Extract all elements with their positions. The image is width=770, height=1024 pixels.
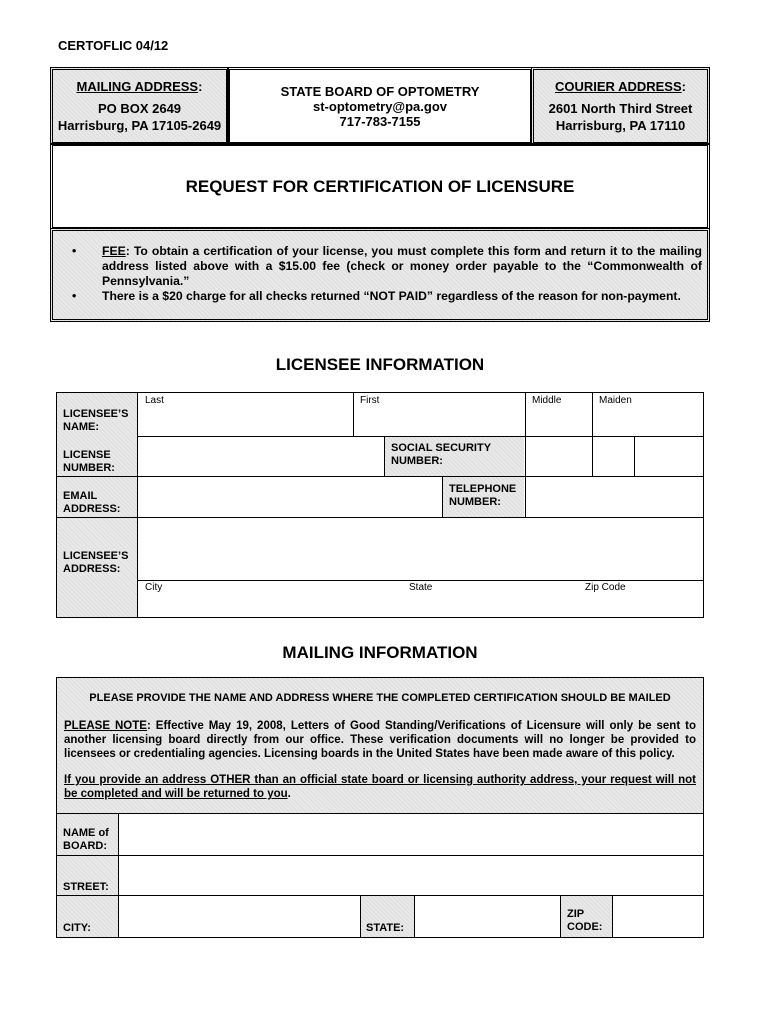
state-label: STATE:: [366, 922, 405, 934]
ssn-field-part2[interactable]: [593, 437, 633, 475]
courier-address: COURIER ADDRESS: 2601 North Third Street Harrisburg, PA 17110: [534, 78, 707, 134]
maiden-name-field[interactable]: [593, 406, 703, 435]
board-name-field[interactable]: [119, 814, 703, 854]
col-last-label: Last: [145, 395, 164, 406]
street-label: STREET:: [63, 881, 109, 893]
city-label: CITY:: [63, 922, 91, 934]
courier-address-line2: Harrisburg, PA 17110: [555, 118, 686, 133]
email-field[interactable]: [138, 477, 441, 516]
mailing-heading: MAILING INFORMATION: [282, 643, 478, 662]
license-number-label: LICENSE NUMBER:: [63, 449, 115, 474]
state-field[interactable]: [415, 896, 559, 937]
license-number-field[interactable]: [138, 437, 383, 475]
board-phone: 717-783-7155: [339, 114, 421, 129]
city-field[interactable]: [119, 896, 359, 937]
licensee-address-label: LICENSEE’S ADDRESS:: [63, 550, 129, 575]
please-note-label: PLEASE NOTE: [64, 720, 147, 732]
mailing-address-line1: PO BOX 2649: [97, 101, 182, 116]
board-info: [230, 84, 530, 129]
form-code: CERTOFLIC 04/12: [58, 38, 169, 53]
ssn-label: SOCIAL SECURITY NUMBER:: [391, 442, 492, 467]
first-name-field[interactable]: [354, 406, 524, 435]
telephone-label: TELEPHONE NUMBER:: [449, 483, 517, 508]
please-note: [64, 719, 696, 761]
licensee-name-label: LICENSEE’S NAME:: [63, 408, 129, 433]
ssn-field-part1[interactable]: [526, 437, 591, 475]
mailing-address-line2: Harrisburg, PA 17105-2649: [57, 118, 222, 133]
board-name: STATE BOARD OF OPTOMETRY: [280, 84, 480, 99]
col-city-label: City: [145, 582, 163, 593]
returned-check-text: There is a $20 charge for all checks returned “NOT PAID” regardless of the reason for non-payment.: [102, 289, 681, 303]
col-middle-label: Middle: [532, 395, 562, 406]
middle-name-field[interactable]: [526, 406, 591, 435]
mailing-instruction: PLEASE PROVIDE THE NAME AND ADDRESS WHERE THE COMPLETED CERTIFICATION SHOULD BE MAILED: [89, 692, 671, 704]
bullet-icon: •: [72, 289, 77, 303]
courier-address-title: COURIER ADDRESS: [555, 79, 682, 94]
last-name-field[interactable]: [138, 406, 352, 435]
col-zip-label: Zip Code: [585, 582, 626, 593]
bullet-icon: •: [72, 244, 77, 258]
street-field[interactable]: [119, 856, 703, 894]
email-label: EMAIL ADDRESS:: [63, 490, 121, 515]
fee-info: [72, 244, 702, 304]
fee-label: FEE: [102, 244, 126, 258]
zip-code-field[interactable]: [613, 896, 703, 937]
col-state-label: State: [409, 582, 433, 593]
fee-bullet-item: [72, 244, 702, 289]
returned-check-bullet-item: [72, 289, 702, 304]
ssn-field-part3[interactable]: [635, 437, 703, 475]
col-maiden-label: Maiden: [599, 395, 632, 406]
board-name-label: NAME of BOARD:: [63, 827, 109, 852]
fee-text: : To obtain a certification of your license, you must complete this form and return it to the mailing address listed above with a $15.00 fee (check or money order payable to the “Commonwealth of Pennsylvania.”: [102, 244, 702, 288]
courier-address-line1: 2601 North Third Street: [548, 101, 693, 116]
zip-code-label: ZIP CODE:: [567, 908, 603, 933]
board-email: st-optometry@pa.gov: [312, 99, 448, 114]
address-warning: If you provide an address OTHER than an official state board or licensing authority address, your request will not be completed and will be returned to you.: [64, 774, 696, 800]
street-address-field[interactable]: [138, 518, 703, 579]
col-first-label: First: [360, 395, 380, 406]
licensee-heading: LICENSEE INFORMATION: [275, 355, 485, 374]
form-title: REQUEST FOR CERTIFICATION OF LICENSURE: [185, 177, 575, 196]
city-state-zip-field[interactable]: [138, 594, 703, 617]
mailing-address: MAILING ADDRESS: PO BOX 2649 Harrisburg, PA 17105-2649: [53, 78, 226, 134]
please-note-text: : Effective May 19, 2008, Letters of Good Standing/Verifications of Licensure will only be sent to another licensing board directly from our office. These verification documents will no longer be provided to licensees or credentialing agencies. Licensing boards in the United States have been made aware of this policy.: [64, 720, 696, 760]
mailing-address-title: MAILING ADDRESS: [76, 79, 199, 94]
address-warning-text: If you provide an address OTHER than an official state board or licensing authority address, your request will not be completed and will be returned to you: [64, 774, 696, 800]
telephone-field[interactable]: [526, 477, 703, 516]
